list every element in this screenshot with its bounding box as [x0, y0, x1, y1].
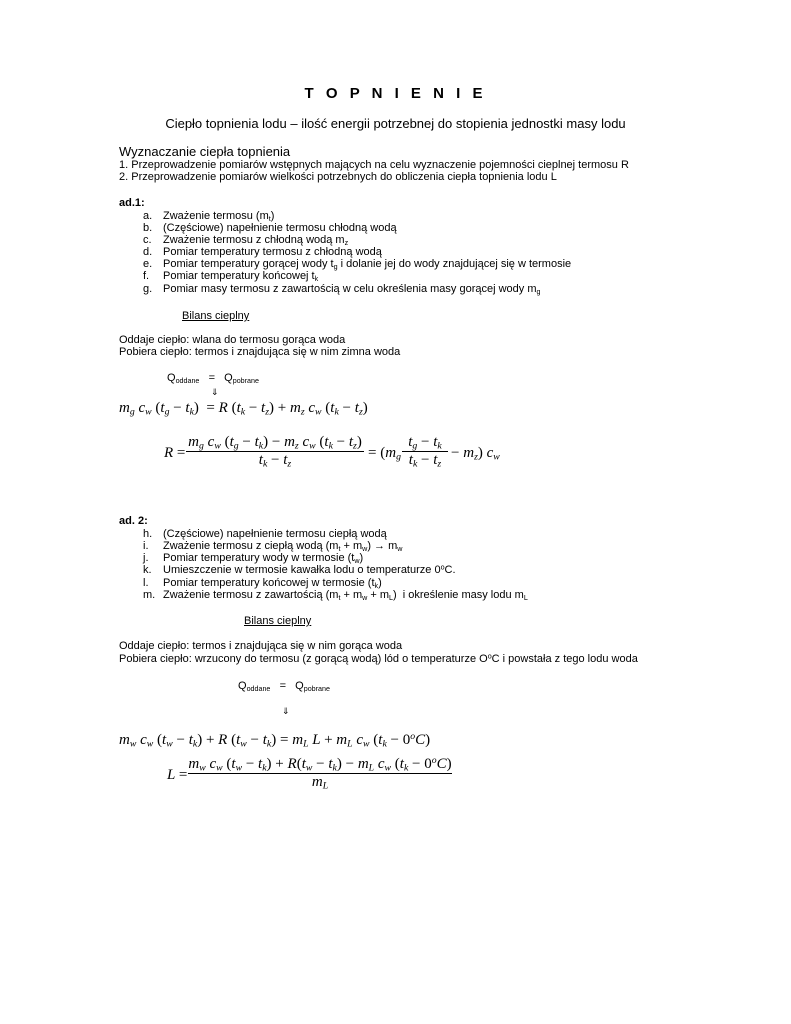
step-2: 2. Przeprowadzenie pomiarów wielkości potrzebnych do obliczenia ciepła topnienia lodu L: [119, 171, 557, 183]
step-1: 1. Przeprowadzenie pomiarów wstępnych mających na celu wyznaczenie pojemności cieplnej termosu R: [119, 159, 629, 171]
equation-2-mid: = ($m_g$: [368, 445, 401, 463]
gives-heat-2: Oddaje ciepło: termos i znajdująca się w nim gorąca woda: [119, 640, 403, 652]
ad2-heading: ad. 2:: [119, 515, 148, 527]
equation-3: $m_w$ $c_w$ $(t_w - t_k) + R$ $(t_w - t_k) = m_L$ $L + m_L$ $c_w$ $(t_k - 0^oC)$: [119, 731, 431, 750]
gives-heat-1: Oddaje ciepło: wlana do termosu gorąca woda: [119, 334, 346, 346]
down-arrow: ⇓: [211, 387, 219, 397]
equation-2-fraction-2: $\frac{t_g - t_k}{t_k - t_z}$: [402, 434, 448, 469]
bilans-label-1: Bilans cieplny: [182, 310, 250, 322]
heat-balance-eq-1: $Q_{oddane}$ = $Q_{pobrane}$: [167, 372, 259, 385]
subtitle: Ciepło topnienia lodu – ilość energii potrzebnej do stopienia jednostki masy lodu: [165, 116, 626, 131]
equation-1: $m_g$ $c_w$ $(t_g - t_k) = R$ $(t_k - t_z) + m_z$ $c_w$ $(t_k - t_z)$: [119, 400, 368, 418]
equation-4-fraction: $\frac{m_w c_w (t_w - t_k) + R(t_w - t_k) - m_L c_w (t_k - 0^oC)}{m_L}$: [188, 755, 452, 792]
page-title: T O P N I E N I E: [304, 85, 487, 102]
equation-4-lhs: L =: [167, 767, 188, 783]
bilans-label-2: Bilans cieplny: [244, 615, 312, 627]
takes-heat-1: Pobiera ciepło: termos i znajdująca się w nim zimna woda: [119, 346, 401, 358]
equation-2-fraction-1: $\frac{m_g c_w (t_g - t_k) - m_z c_w (t_k - t_z)}{t_k - t_z}$: [186, 434, 364, 469]
equation-2-tail: − $m_z$) $c_w$: [451, 445, 500, 463]
ad1-heading: ad.1:: [119, 197, 145, 209]
equation-2-lhs: R =: [164, 445, 186, 461]
section-heading: Wyznaczanie ciepła topnienia: [119, 144, 291, 159]
heat-balance-eq-2: $Q_{oddane}$ = $Q_{pobrane}$: [238, 680, 330, 693]
takes-heat-2: Pobiera ciepło: wrzucony do termosu (z gorącą wodą) lód o temperaturze $O^oC$ i powstała z tego lodu woda: [119, 652, 638, 665]
down-arrow: ⇓: [282, 706, 290, 716]
